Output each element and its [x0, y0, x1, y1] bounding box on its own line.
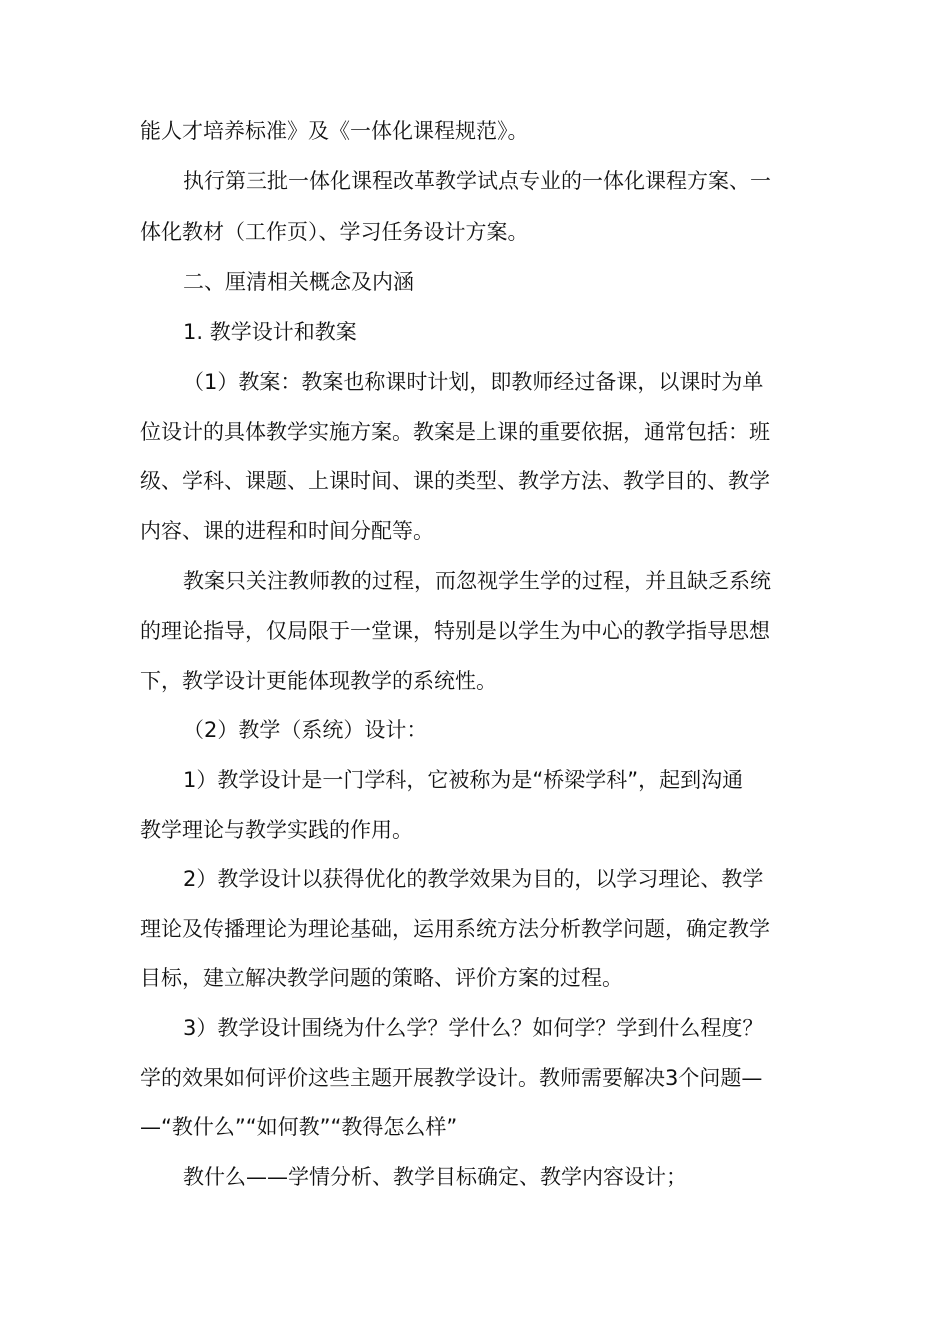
text-line: 体化教材（工作页）、学习任务设计方案。 [140, 220, 529, 244]
text-line: 教案只关注教师教的过程，而忽视学生学的过程，并且缺乏系统 [183, 569, 771, 593]
text-line: 3）教学设计围绕为什么学？学什么？如何学？学到什么程度？ [183, 1016, 764, 1040]
text-line: 位设计的具体教学实施方案。教案是上课的重要依据，通常包括：班 [140, 420, 770, 444]
text-line: 教学理论与教学实践的作用。 [140, 818, 413, 842]
text-line: 目标，建立解决教学问题的策略、评价方案的过程。 [140, 966, 623, 990]
text-line: 二、厘清相关概念及内涵 [183, 270, 414, 294]
text-line: 教什么——学情分析、教学目标确定、教学内容设计； [183, 1165, 687, 1189]
text-line: 的理论指导，仅局限于一堂课，特别是以学生为中心的教学指导思想 [140, 619, 770, 643]
text-line: 能人才培养标准》及《一体化课程规范》。 [140, 119, 529, 143]
text-line: 内容、课的进程和时间分配等。 [140, 519, 434, 543]
text-line: 理论及传播理论为理论基础，运用系统方法分析教学问题，确定教学 [140, 917, 770, 941]
text-line: （1）教案：教案也称课时计划，即教师经过备课，以课时为单 [183, 370, 764, 394]
text-line: 1）教学设计是一门学科，它被称为是“桥梁学科”，起到沟通 [183, 768, 744, 792]
text-line: 2）教学设计以获得优化的教学效果为目的，以学习理论、教学 [183, 867, 764, 891]
text-line: （2）教学（系统）设计： [183, 718, 428, 742]
text-line: —“教什么”“如何教”“教得怎么样” [140, 1115, 458, 1139]
text-line: 下，教学设计更能体现教学的系统性。 [140, 669, 497, 693]
text-line: 学的效果如何评价这些主题开展教学设计。教师需要解决3个问题— [140, 1066, 763, 1090]
text-line: 级、学科、课题、上课时间、课的类型、教学方法、教学目的、教学 [140, 469, 770, 493]
text-line: 执行第三批一体化课程改革教学试点专业的一体化课程方案、一 [183, 169, 771, 193]
text-line: 1. 教学设计和教案 [183, 320, 357, 344]
